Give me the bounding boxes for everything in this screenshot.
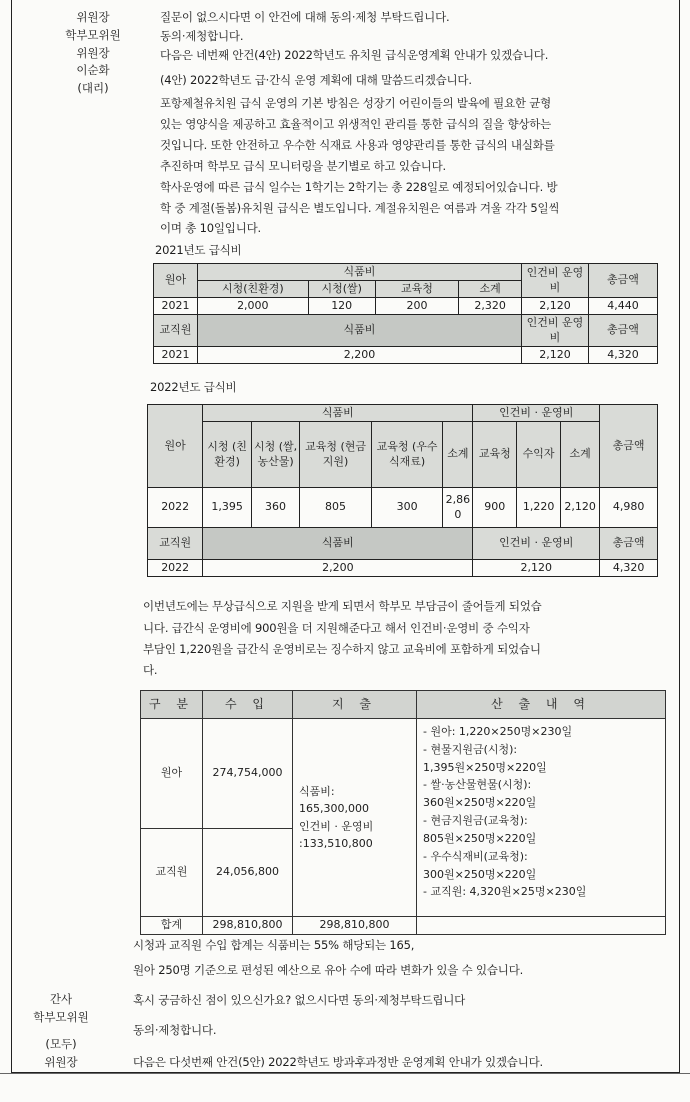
table-cell: 2021 [154, 298, 198, 315]
intro-line: 질문이 없으시다면 이 안건에 대해 동의·제청 부탁드립니다. [160, 10, 450, 24]
table-header: 인건비 · 운영비 [473, 528, 600, 560]
expense-line: 식품비: [299, 785, 335, 799]
detail-line: 1,395원×250명×220일 [423, 760, 547, 774]
speaker-label: 이순화 [76, 63, 110, 78]
meal-cost-table-2022 [147, 404, 658, 577]
table-cell: 2,120 [473, 560, 600, 577]
table-header: 총금액 [588, 315, 657, 347]
table-header: 수 입 [203, 691, 293, 719]
intro-line: 다음은 네번째 안건(4안) 2022학년도 유치원 급식운영계획 안내가 있겠습니다. [160, 48, 549, 62]
table-cell: 298,810,800 [293, 917, 417, 935]
table-header: 총금액 [600, 405, 658, 488]
table-cell: 900 [473, 488, 517, 528]
table-cell: 2,120 [561, 488, 600, 528]
speaker-label: (대리) [77, 81, 109, 96]
expense-line: 인건비 · 운영비 [299, 819, 374, 833]
body-line: 있는 영양식을 제공하고 효율적이고 위생적인 관리를 통한 급식의 질을 향상하는 [160, 117, 552, 131]
table-cell: 2,200 [197, 347, 521, 364]
body-line: 시청과 교직원 수입 합계는 식품비는 55% 해당되는 165, [133, 938, 415, 952]
closing-line: 다음은 다섯번째 안건(5안) 2022학년도 방과후과정반 운영계획 안내가 있겠습니다. [133, 1055, 543, 1069]
table-subheader: 교육청 (현금지원) [300, 422, 372, 488]
detail-line: - 현금지원금(교육청): [423, 814, 528, 828]
table-header: 원아 [154, 264, 198, 298]
table-subheader: 시청 (친환경) [203, 422, 251, 488]
table-cell: 4,320 [600, 560, 658, 577]
table-cell: 360 [251, 488, 299, 528]
speaker-label: 학부모위원 [33, 1010, 89, 1025]
table-header: 식품비 [197, 264, 521, 281]
table-cell: 120 [308, 298, 375, 315]
table-subheader: 소계 [443, 422, 473, 488]
detail-line: - 우수식재비(교육청): [423, 849, 528, 863]
table-subheader: 시청(쌀) [308, 281, 375, 298]
table-cell: 합계 [141, 917, 203, 935]
table-header: 인건비 운영비 [522, 264, 589, 298]
meal-cost-table-2021 [153, 263, 658, 364]
table-header: 총금액 [588, 264, 657, 298]
table-header: 인건비 운영비 [522, 315, 589, 347]
table-caption: 2022년도 급식비 [150, 380, 237, 394]
detail-line: 805원×250명×220일 [423, 831, 537, 845]
table-cell: 2,120 [522, 298, 589, 315]
detail-line: - 원아: 1,220×250명×230일 [423, 725, 573, 738]
table-cell [417, 917, 666, 935]
intro-line: 동의·제청합니다. [160, 29, 244, 43]
expense-line: :133,510,800 [299, 836, 373, 850]
table-cell: 2021 [154, 347, 198, 364]
table-header: 원아 [148, 405, 203, 488]
table-header: 식품비 [203, 528, 473, 560]
table-header: 구 분 [141, 691, 203, 719]
table-cell: 2022 [148, 488, 203, 528]
speaker-label: 학부모위원 [65, 27, 121, 42]
body-line: 이며 총 10일입니다. [160, 221, 261, 235]
table-cell: 1,220 [517, 488, 561, 528]
table-subheader: 소계 [459, 281, 522, 298]
speaker-column-top [48, 9, 138, 98]
table-cell: 300 [371, 488, 443, 528]
table-cell: 298,810,800 [203, 917, 293, 935]
table-cell: 2,000 [197, 298, 308, 315]
body-line: (4안) 2022학년도 급·간식 운영 계획에 대해 말씀드리겠습니다. [160, 73, 472, 87]
table-caption: 2021년도 급식비 [155, 243, 242, 257]
expense-cell [293, 719, 417, 917]
detail-line: - 교직원: 4,320원×25명×230일 [423, 885, 587, 899]
expense-line: 165,300,000 [299, 802, 369, 816]
table-subheader: 교육청 (우수식재료) [371, 422, 443, 488]
body-line: 것입니다. 또한 안전하고 우수한 식재료 사용과 영양관리를 통한 급식의 내실화를 [160, 138, 555, 152]
body-line: 다. [143, 663, 158, 677]
table-cell: 4,440 [588, 298, 657, 315]
table-header: 지 출 [293, 691, 417, 719]
speaker-label: 간사 [49, 992, 73, 1006]
budget-calculation-table [140, 690, 666, 935]
speaker-label: 위원장 [76, 10, 110, 24]
body-line: 이번년도에는 무상급식으로 지원을 받게 되면서 학부모 부담금이 줄어들게 되었습 [143, 599, 542, 613]
table-cell: 24,056,800 [203, 829, 293, 917]
table-cell: 1,395 [203, 488, 251, 528]
table-cell: 2,320 [459, 298, 522, 315]
table-cell: 원아 [141, 719, 203, 829]
speaker-label: (모두) [45, 1036, 77, 1051]
closing-line: 혹시 궁금하신 점이 있으신가요? 없으시다면 동의·제청부탁드립니다 [133, 993, 466, 1007]
table-cell: 2,860 [443, 488, 473, 528]
body-line: 원아 250명 기준으로 편성된 예산으로 유아 수에 따라 변화가 있을 수 있습니다. [133, 963, 524, 977]
table-subheader: 수익자 [517, 422, 561, 488]
detail-line: - 현물지원금(시청): [423, 742, 518, 756]
table-header: 교직원 [148, 528, 203, 560]
table-header: 식품비 [197, 315, 521, 347]
table-subheader: 시청 (쌀,농산물) [251, 422, 299, 488]
closing-line: 동의·제청합니다. [133, 1023, 217, 1037]
speaker-label: 위원장 [76, 45, 110, 60]
body-line: 학사운영에 따른 급식 일수는 1학기는 2학기는 총 228일로 예정되어있습니다. 방 [160, 180, 558, 194]
table-cell: 2,200 [203, 560, 473, 577]
table-header: 인건비 · 운영비 [473, 405, 600, 422]
table-subheader: 시청(친환경) [197, 281, 308, 298]
detail-line: 300원×250명×220일 [423, 867, 537, 881]
detail-line: 360원×250명×220일 [423, 796, 537, 810]
body-line: 니다. 급간식 운영비에 900원을 더 지원해준다고 해서 인건비·운영비 중 수익자 [143, 621, 530, 635]
table-subheader: 교육청 [375, 281, 459, 298]
speaker-label: 위원장 [44, 1055, 78, 1070]
table-cell: 2022 [148, 560, 203, 577]
bottom-divider [0, 1073, 690, 1074]
body-line: 학 중 계절(돌봄)유치원 급식은 별도입니다. 계절유치원은 여름과 겨울 각각 5일씩 [160, 201, 560, 215]
body-line: 추진하며 학부모 급식 모니터링을 분기별로 하고 있습니다. [160, 159, 447, 173]
table-cell: 교직원 [141, 829, 203, 917]
body-line: 포항제철유치원 급식 운영의 기본 방침은 성장기 어린이들의 발육에 필요한 균형 [160, 96, 552, 110]
table-cell: 200 [375, 298, 459, 315]
speaker-column-bottom [16, 990, 106, 1072]
table-header: 식품비 [203, 405, 473, 422]
table-header: 산 출 내 역 [417, 691, 666, 719]
table-header: 총금액 [600, 528, 658, 560]
table-cell: 805 [300, 488, 372, 528]
table-cell: 2,120 [522, 347, 589, 364]
table-cell: 4,320 [588, 347, 657, 364]
table-cell: 4,980 [600, 488, 658, 528]
body-line: 부담인 1,220원을 급간식 운영비로는 징수하지 않고 교육비에 포함하게 되었습니 [143, 642, 541, 656]
details-cell [417, 719, 666, 917]
table-header: 교직원 [154, 315, 198, 347]
table-subheader: 소계 [561, 422, 600, 488]
table-cell: 274,754,000 [203, 719, 293, 829]
detail-line: - 쌀·농산물현물(시청): [423, 778, 532, 792]
table-subheader: 교육청 [473, 422, 517, 488]
